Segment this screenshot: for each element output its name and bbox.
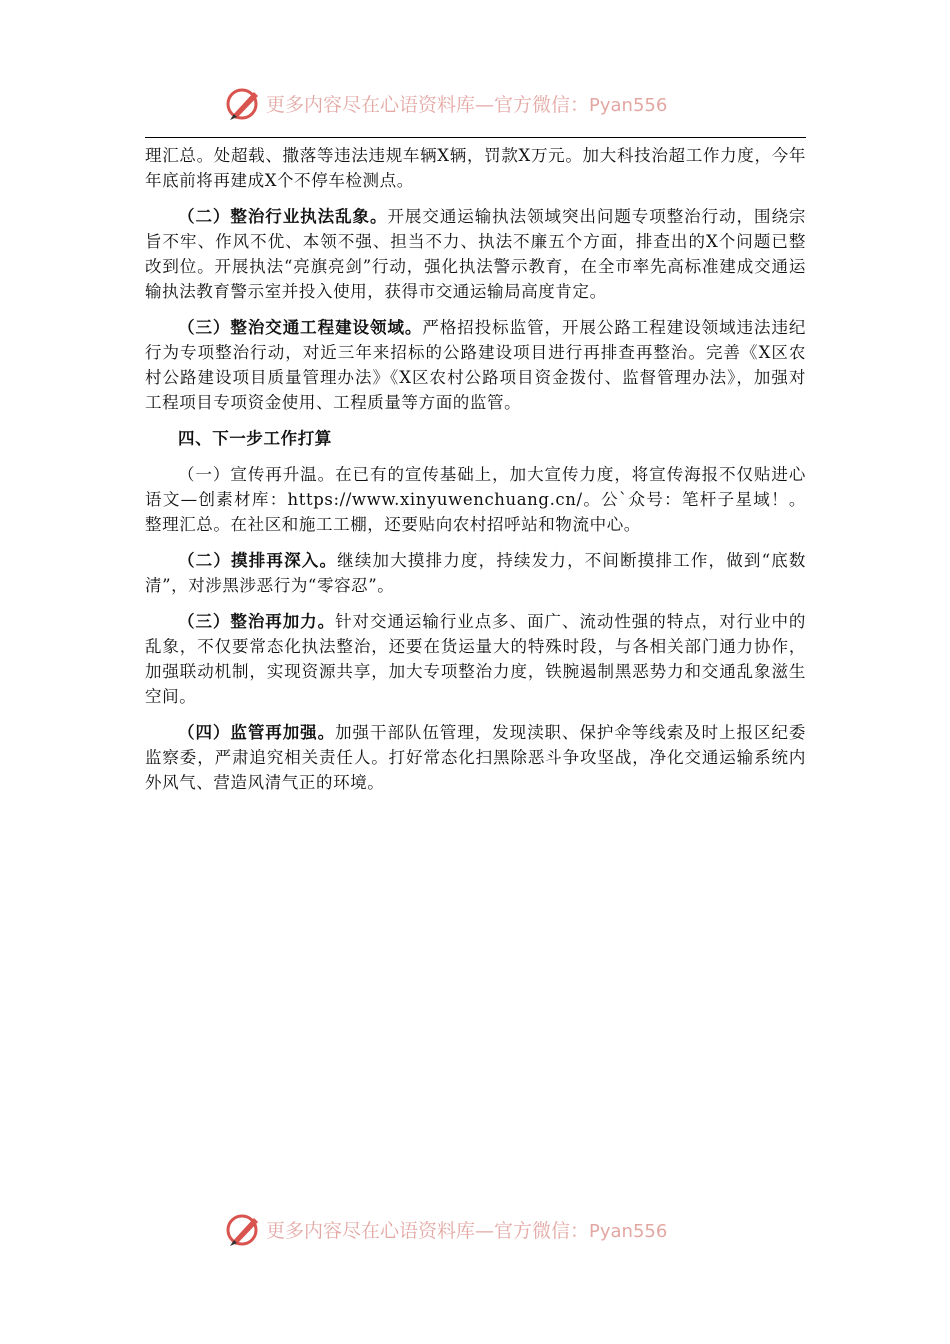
banner-text: 更多内容尽在心语资料库—官方微信：Pyan556 [266, 94, 668, 116]
section-heading: 四、下一步工作打算 [178, 429, 332, 448]
pen-logo-icon [226, 1212, 262, 1248]
paragraph-plan-4: （四）监管再加强。加强干部队伍管理，发现渎职、保护伞等线索及时上报区纪委监察委，严肃追究相关责任人。打好常态化扫黑除恶斗争攻坚战，净化交通运输系统内外风气、营造风清气正的环境。 [145, 723, 806, 792]
paragraph-plan-3: （三）整治再加力。针对交通运输行业点多、面广、流动性强的特点，对行业中的乱象，不仅要常态化执法整治，还要在货运量大的特殊时段，与各相关部门通力协作，加强联动机制，实现资源共享，加大专项整治力度，铁腕遏制黑恶势力和交通乱象滋生空间。 [145, 612, 806, 706]
paragraph-item-2: （二）整治行业执法乱象。开展交通运输执法领域突出问题专项整治行动，围绕宗旨不牢、作风不优、本领不强、担当不力、执法不廉五个方面，排查出的X个问题已整改到位。开展执法“亮旗亮剑”行动，强化执法警示教育，在全市率先高标准建成交通运输执法教育警示室并投入使用，获得市交通运输局高度肯定。 [145, 207, 806, 301]
paragraph-plan-1: （一）宣传再升温。在已有的宣传基础上，加大宣传力度，将宣传海报不仅贴进心语文—创素材库：https://www.xinyuwenchuang.cn/。公`众号：笔杆子星域！。整理汇总。在社区和施工工棚，还要贴向农村招呼站和物流中心。 [145, 465, 806, 534]
banner-text: 更多内容尽在心语资料库—官方微信：Pyan556 [266, 1220, 668, 1242]
footer-banner [0, 1206, 950, 1254]
paragraph-plan-2: （二）摸排再深入。继续加大摸排力度，持续发力，不间断摸排工作，做到“底数清”，对涉黑涉恶行为“零容忍”。 [145, 551, 807, 595]
document-body [145, 143, 806, 806]
paragraph-continued: 理汇总。处超载、撒落等违法违规车辆X辆，罚款X万元。加大科技治超工作力度，今年年底前将再建成X个不停车检测点。 [145, 146, 806, 190]
header-rule [145, 137, 806, 138]
paragraph-item-3: （三）整治交通工程建设领域。严格招投标监管，开展公路工程建设领域违法违纪行为专项整治行动，对近三年来招标的公路建设项目进行再排查再整治。完善《X区农村公路建设项目质量管理办法》《X区农村公路项目资金拨付、监督管理办法》，加强对工程项目专项资金使用、工程质量等方面的监管。 [145, 318, 806, 412]
pen-logo-icon [226, 86, 262, 122]
header-banner [0, 80, 950, 128]
